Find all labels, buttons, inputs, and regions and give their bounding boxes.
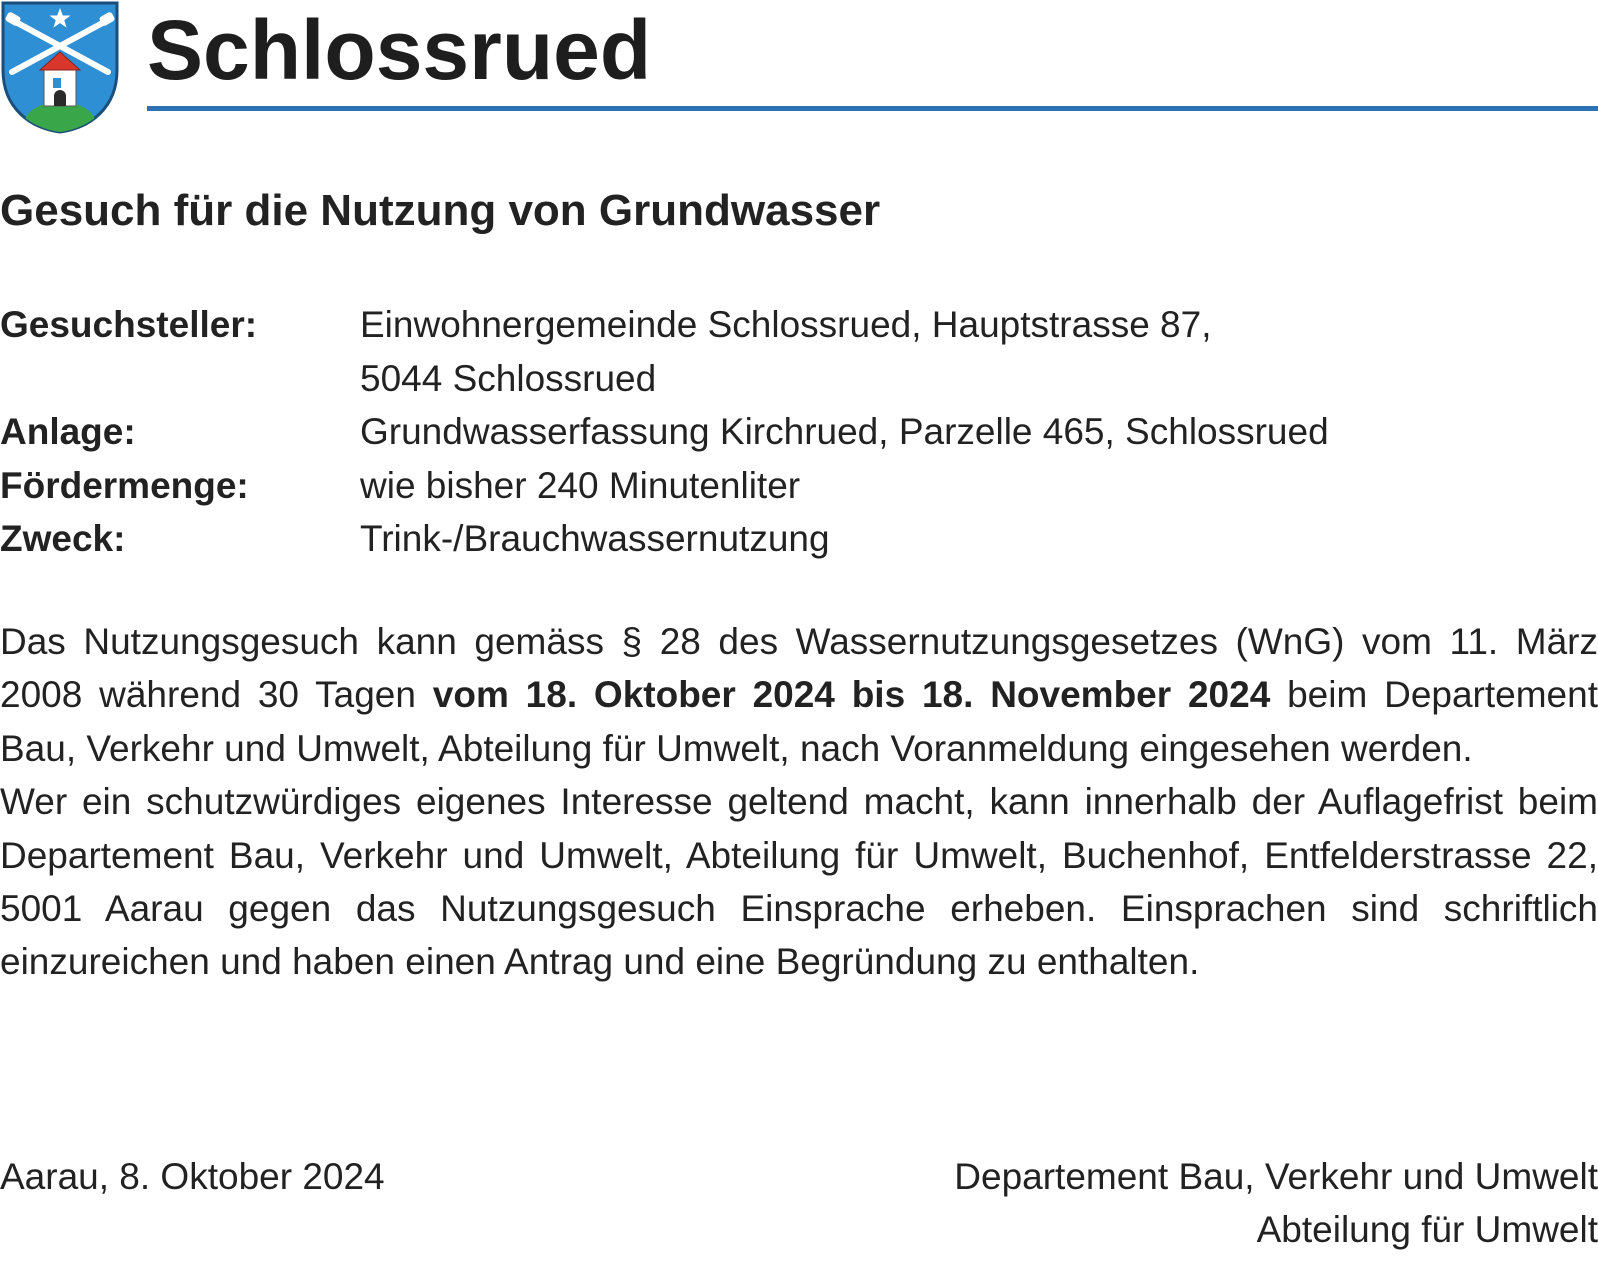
detail-value-line: 5044 Schlossrued (360, 357, 657, 399)
detail-value-line: Einwohnergemeinde Schlossrued, Hauptstrasse 87, (360, 304, 1212, 345)
detail-label: Fördermenge: (0, 464, 249, 506)
place-date: Aarau, 8. Oktober 2024 (0, 1156, 385, 1197)
application-details (0, 298, 1598, 566)
detail-label: Zweck: (0, 518, 126, 559)
issuing-authority (954, 1150, 1598, 1256)
authority-division: Abteilung für Umwelt (1256, 1209, 1598, 1250)
detail-row-facility (0, 405, 1598, 459)
detail-value: Trink-/Brauchwassernutzung (360, 518, 830, 559)
header-rule (147, 106, 1598, 111)
detail-value: Grundwasserfassung Kirchrued, Parzelle 465, Schlossrued (360, 411, 1329, 452)
inspection-text-end: beim Departement Bau, Verkehr und Umwelt, Abteilung für Umwelt, nach Voranmeldung eingesehen werden. (0, 674, 1598, 769)
detail-row-applicant (0, 298, 1598, 405)
coat-of-arms-icon (0, 0, 120, 134)
municipality-name: Schlossrued (147, 3, 652, 97)
detail-value (360, 298, 1598, 405)
detail-row-flow-rate (0, 459, 1598, 513)
inspection-text-start: Das Nutzungsgesuch kann gemäss § 28 des Wassernutzungsgesetzes (WnG) vom 11. März 2008 während 30 Tagen (0, 621, 1598, 716)
document-title: Gesuch für die Nutzung von Grundwasser (0, 186, 881, 235)
inspection-period: vom 18. Oktober 2024 bis 18. November 2024 (432, 674, 1271, 716)
detail-label: Anlage: (0, 411, 136, 452)
detail-row-purpose (0, 512, 1598, 566)
detail-value: wie bisher 240 Minutenliter (360, 464, 801, 506)
notice-body (0, 615, 1598, 989)
inspection-paragraph (0, 615, 1598, 775)
objection-paragraph: Wer ein schutzwürdiges eigenes Interesse geltend macht, kann innerhalb der Auflagefrist beim Departement Bau, Verkehr und Umwelt, Abteilung für Umwelt, Buchenhof, Entfelderstrasse 22, 5001 Aarau gegen das Nutzungsgesuch Einsprache erheben. Einsprachen sind schriftlich einzureichen und haben einen Antrag und eine Begründung zu enthalten. (0, 781, 1598, 983)
authority-department: Departement Bau, Verkehr und Umwelt (954, 1156, 1598, 1197)
detail-label: Gesuchsteller: (0, 304, 258, 345)
